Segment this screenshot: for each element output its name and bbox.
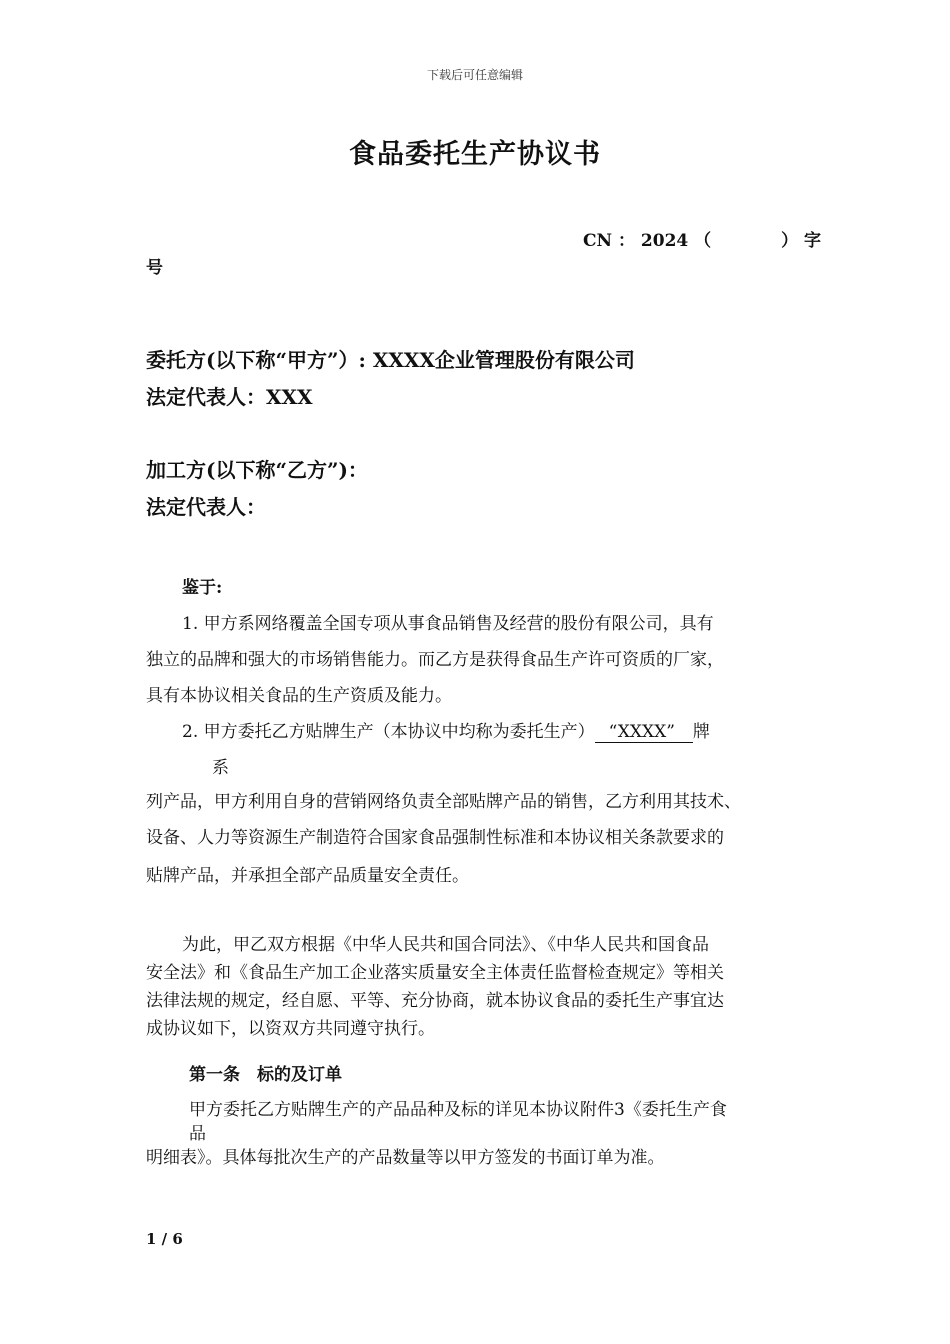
page-number: 1 / 6	[146, 1230, 183, 1248]
whereas-item2-line2: 列产品，甲方利用自身的营销网络负责全部贴牌产品的销售，乙方利用其技术、	[146, 792, 741, 812]
preamble-line4: 成协议如下，以资双方共同遵守执行。	[146, 1019, 435, 1039]
whereas-item2-wrap: 系	[212, 758, 229, 778]
contract-number-continuation: 号	[146, 258, 163, 278]
preamble-line3: 法律法规的规定，经自愿、平等、充分协商，就本协议食品的委托生产事宜达	[146, 991, 724, 1011]
brand-name: “XXXX”	[595, 722, 693, 743]
preamble-line2: 安全法》和《食品生产加工企业落实质量安全主体责任监督检查规定》等相关	[146, 963, 724, 983]
preamble-line1: 为此，甲乙双方根据《中华人民共和国合同法》、《中华人民共和国食品	[182, 935, 709, 955]
party-b-representative: 法定代表人：	[146, 495, 266, 519]
article1-line2: 明细表》。具体每批次生产的产品数量等以甲方签发的书面订单为准。	[146, 1148, 665, 1168]
whereas-item1-line3: 具有本协议相关食品的生产资质及能力。	[146, 686, 452, 706]
whereas-heading: 鉴于:	[182, 578, 223, 598]
party-b-line: 加工方(以下称“乙方”)：	[146, 458, 368, 482]
article1-line1-wrap: 品	[189, 1124, 206, 1144]
contract-number-prefix: CN ： 2024 （	[583, 231, 712, 251]
whereas-item1-line1: 1. 甲方系网络覆盖全国专项从事食品销售及经营的股份有限公司，具有	[182, 614, 714, 634]
whereas-item2-line4: 贴牌产品，并承担全部产品质量安全责任。	[146, 866, 469, 886]
contract-number	[583, 226, 821, 251]
whereas-item2-line1	[182, 717, 710, 743]
article1-heading: 第一条 标的及订单	[189, 1065, 342, 1085]
whereas-item2-prefix: 2. 甲方委托乙方贴牌生产（本协议中均称为委托生产）	[182, 722, 595, 742]
whereas-item2-suffix: 牌	[692, 722, 710, 742]
whereas-item1-line2: 独立的品牌和强大的市场销售能力。而乙方是获得食品生产许可资质的厂家，	[146, 650, 724, 670]
contract-number-suffix: ） 字	[781, 231, 822, 251]
article1-line1: 甲方委托乙方贴牌生产的产品品种及标的详见本协议附件3《委托生产食	[189, 1100, 727, 1120]
document-title: 食品委托生产协议书	[349, 139, 601, 170]
whereas-item2-line3: 设备、人力等资源生产制造符合国家食品强制性标准和本协议相关条款要求的	[146, 828, 724, 848]
party-a-representative: 法定代表人：XXX	[146, 385, 313, 409]
header-note: 下载后可任意编辑	[426, 68, 523, 82]
party-a-line: 委托方(以下称“甲方”）: XXXX企业管理股份有限公司	[146, 348, 635, 372]
